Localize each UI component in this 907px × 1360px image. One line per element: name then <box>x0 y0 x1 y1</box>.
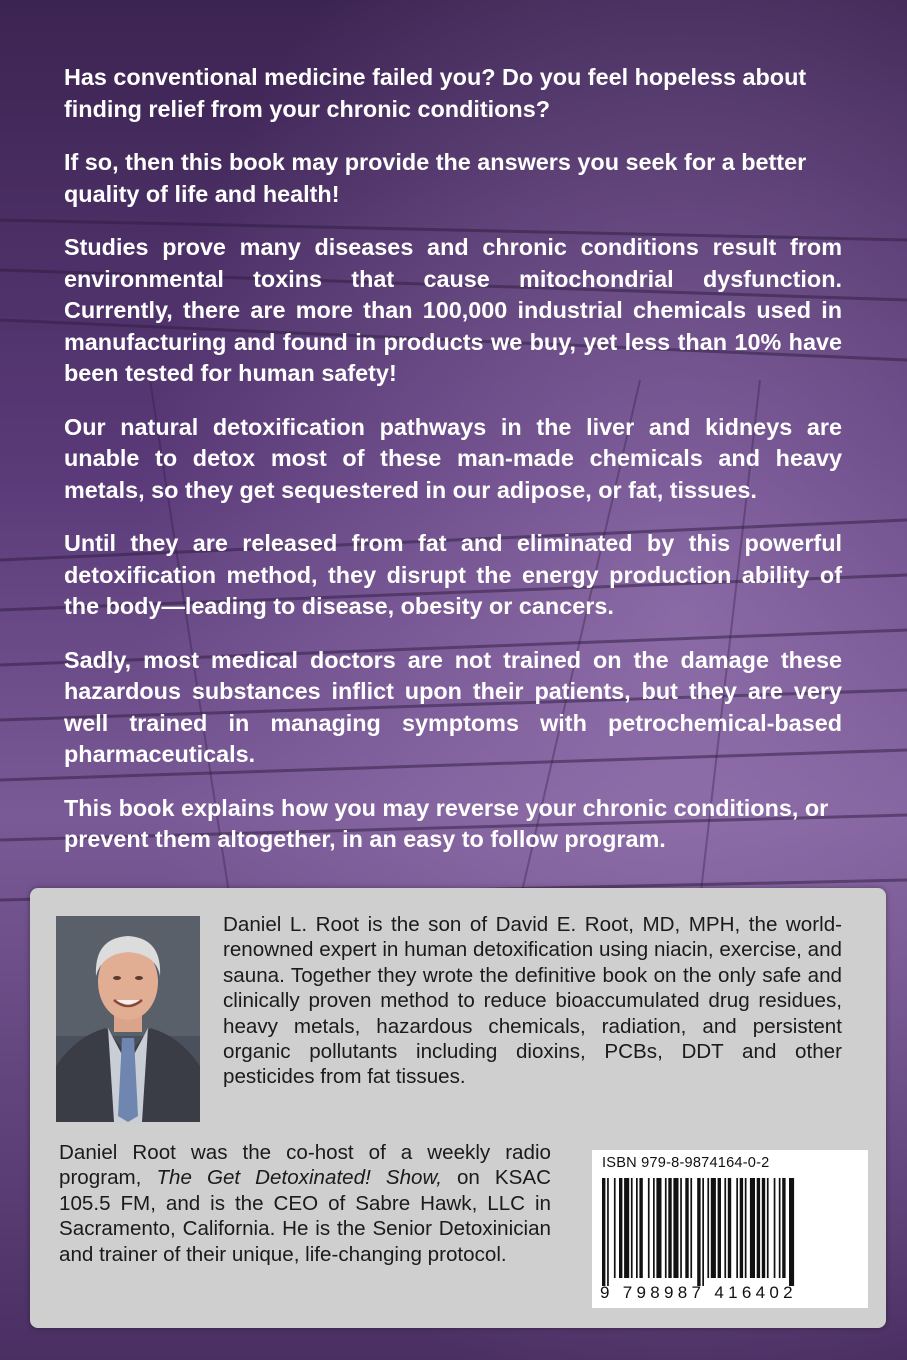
author-bio-panel <box>30 888 886 1328</box>
barcode-bar <box>789 1178 794 1286</box>
barcode-bar <box>750 1178 755 1278</box>
blurb-paragraph-5: Until they are released from fat and eliminated by this powerful detoxification method, they disrupt the energy production ability of the body—leading to disease, obesity or cancers. <box>64 530 842 619</box>
barcode-bar <box>762 1178 765 1278</box>
isbn-barcode <box>592 1150 868 1308</box>
barcode-bar <box>673 1178 678 1278</box>
barcode-bar <box>711 1178 716 1278</box>
barcode-bar <box>757 1178 760 1278</box>
barcode-bar <box>639 1178 642 1278</box>
blurb-paragraph-7: This book explains how you may reverse your chronic conditions, or prevent them altogether, in an easy to follow program. <box>64 794 829 852</box>
barcode-bar <box>607 1178 609 1286</box>
barcode-bar <box>767 1178 769 1278</box>
barcode-bar <box>707 1178 709 1278</box>
barcode-bar <box>702 1178 704 1286</box>
barcode-bar <box>690 1178 692 1278</box>
barcode-bar <box>665 1178 667 1278</box>
barcode-bar <box>697 1178 700 1286</box>
radio-show-title: The Get Detoxinated! Show, <box>156 1166 442 1190</box>
blurb-paragraph-6: Sadly, most medical doctors are not trained on the damage these hazardous substances inflict upon their patients, but they are very well trained in managing symptoms with petrochemical-based pharmaceuticals. <box>64 646 842 767</box>
barcode-bar <box>740 1178 743 1278</box>
barcode-bar <box>614 1178 616 1278</box>
blurb-paragraph-3: Studies prove many diseases and chronic conditions result from environmental toxins that cause mitochondrial dysfunction. Currently, there are more than 100,000 industrial chemicals used in manufacturing and found in products we buy, yet less than 10% have been tested for human safety! <box>64 234 842 386</box>
blurb-paragraph-2: If so, then this book may provide the answers you seek for a better quality of life and health! <box>64 149 807 207</box>
barcode-bar <box>718 1178 721 1278</box>
barcode-bar <box>774 1178 776 1278</box>
barcode-bars <box>600 1178 860 1286</box>
barcode-bar <box>653 1178 655 1278</box>
barcode-bar <box>685 1178 688 1278</box>
barcode-bar <box>648 1178 650 1278</box>
barcode-digits: 9 798987 416402 <box>600 1283 797 1302</box>
isbn-label: ISBN 979-8-9874164-0-2 <box>602 1155 770 1171</box>
author-bio-paragraph-2 <box>59 1140 551 1267</box>
barcode-bar <box>624 1178 629 1278</box>
author-bio-paragraph-1: Daniel L. Root is the son of David E. Root, MD, MPH, the world-renowned expert in human detoxification using niacin, exercise, and sauna. Together they wrote the definitive book on the only safe and clinically proven method to reduce bioaccumulated drug residues, heavy metals, hazardous chemicals, radiation, and persistent organic pollutants including dioxins, PCBs, DDT and other pesticides from fat tissues. <box>223 913 842 1089</box>
barcode-bar <box>636 1178 638 1278</box>
back-cover-blurb <box>64 62 842 878</box>
barcode-bar <box>782 1178 785 1278</box>
blurb-paragraph-1: Has conventional medicine failed you? Do you feel hopeless about finding relief from your chronic conditions? <box>64 64 807 122</box>
barcode-bar <box>779 1178 781 1278</box>
barcode-bar <box>602 1178 605 1286</box>
barcode-bar <box>745 1178 747 1278</box>
bio2-text-start: Daniel Root was the co-host of a weekly radio program, <box>59 1141 551 1190</box>
barcode-bar <box>728 1178 731 1278</box>
barcode-bar <box>656 1178 661 1278</box>
bio2-text-end: on KSAC 105.5 FM, and is the CEO of Sabre Hawk, LLC in Sacramento, California. He is the Senior Detoxinician and trainer of their unique, life-changing protocol. <box>59 1166 551 1266</box>
barcode-bar <box>680 1178 682 1278</box>
barcode-bar <box>736 1178 738 1278</box>
author-photo <box>56 916 200 1122</box>
barcode-bar <box>631 1178 633 1278</box>
barcode-bar <box>668 1178 671 1278</box>
barcode-bar <box>724 1178 726 1278</box>
barcode-bar <box>619 1178 622 1278</box>
blurb-paragraph-4: Our natural detoxification pathways in the liver and kidneys are unable to detox most of these man-made chemicals and heavy metals, so they get sequestered in our adipose, or fat, tissues. <box>64 413 842 503</box>
